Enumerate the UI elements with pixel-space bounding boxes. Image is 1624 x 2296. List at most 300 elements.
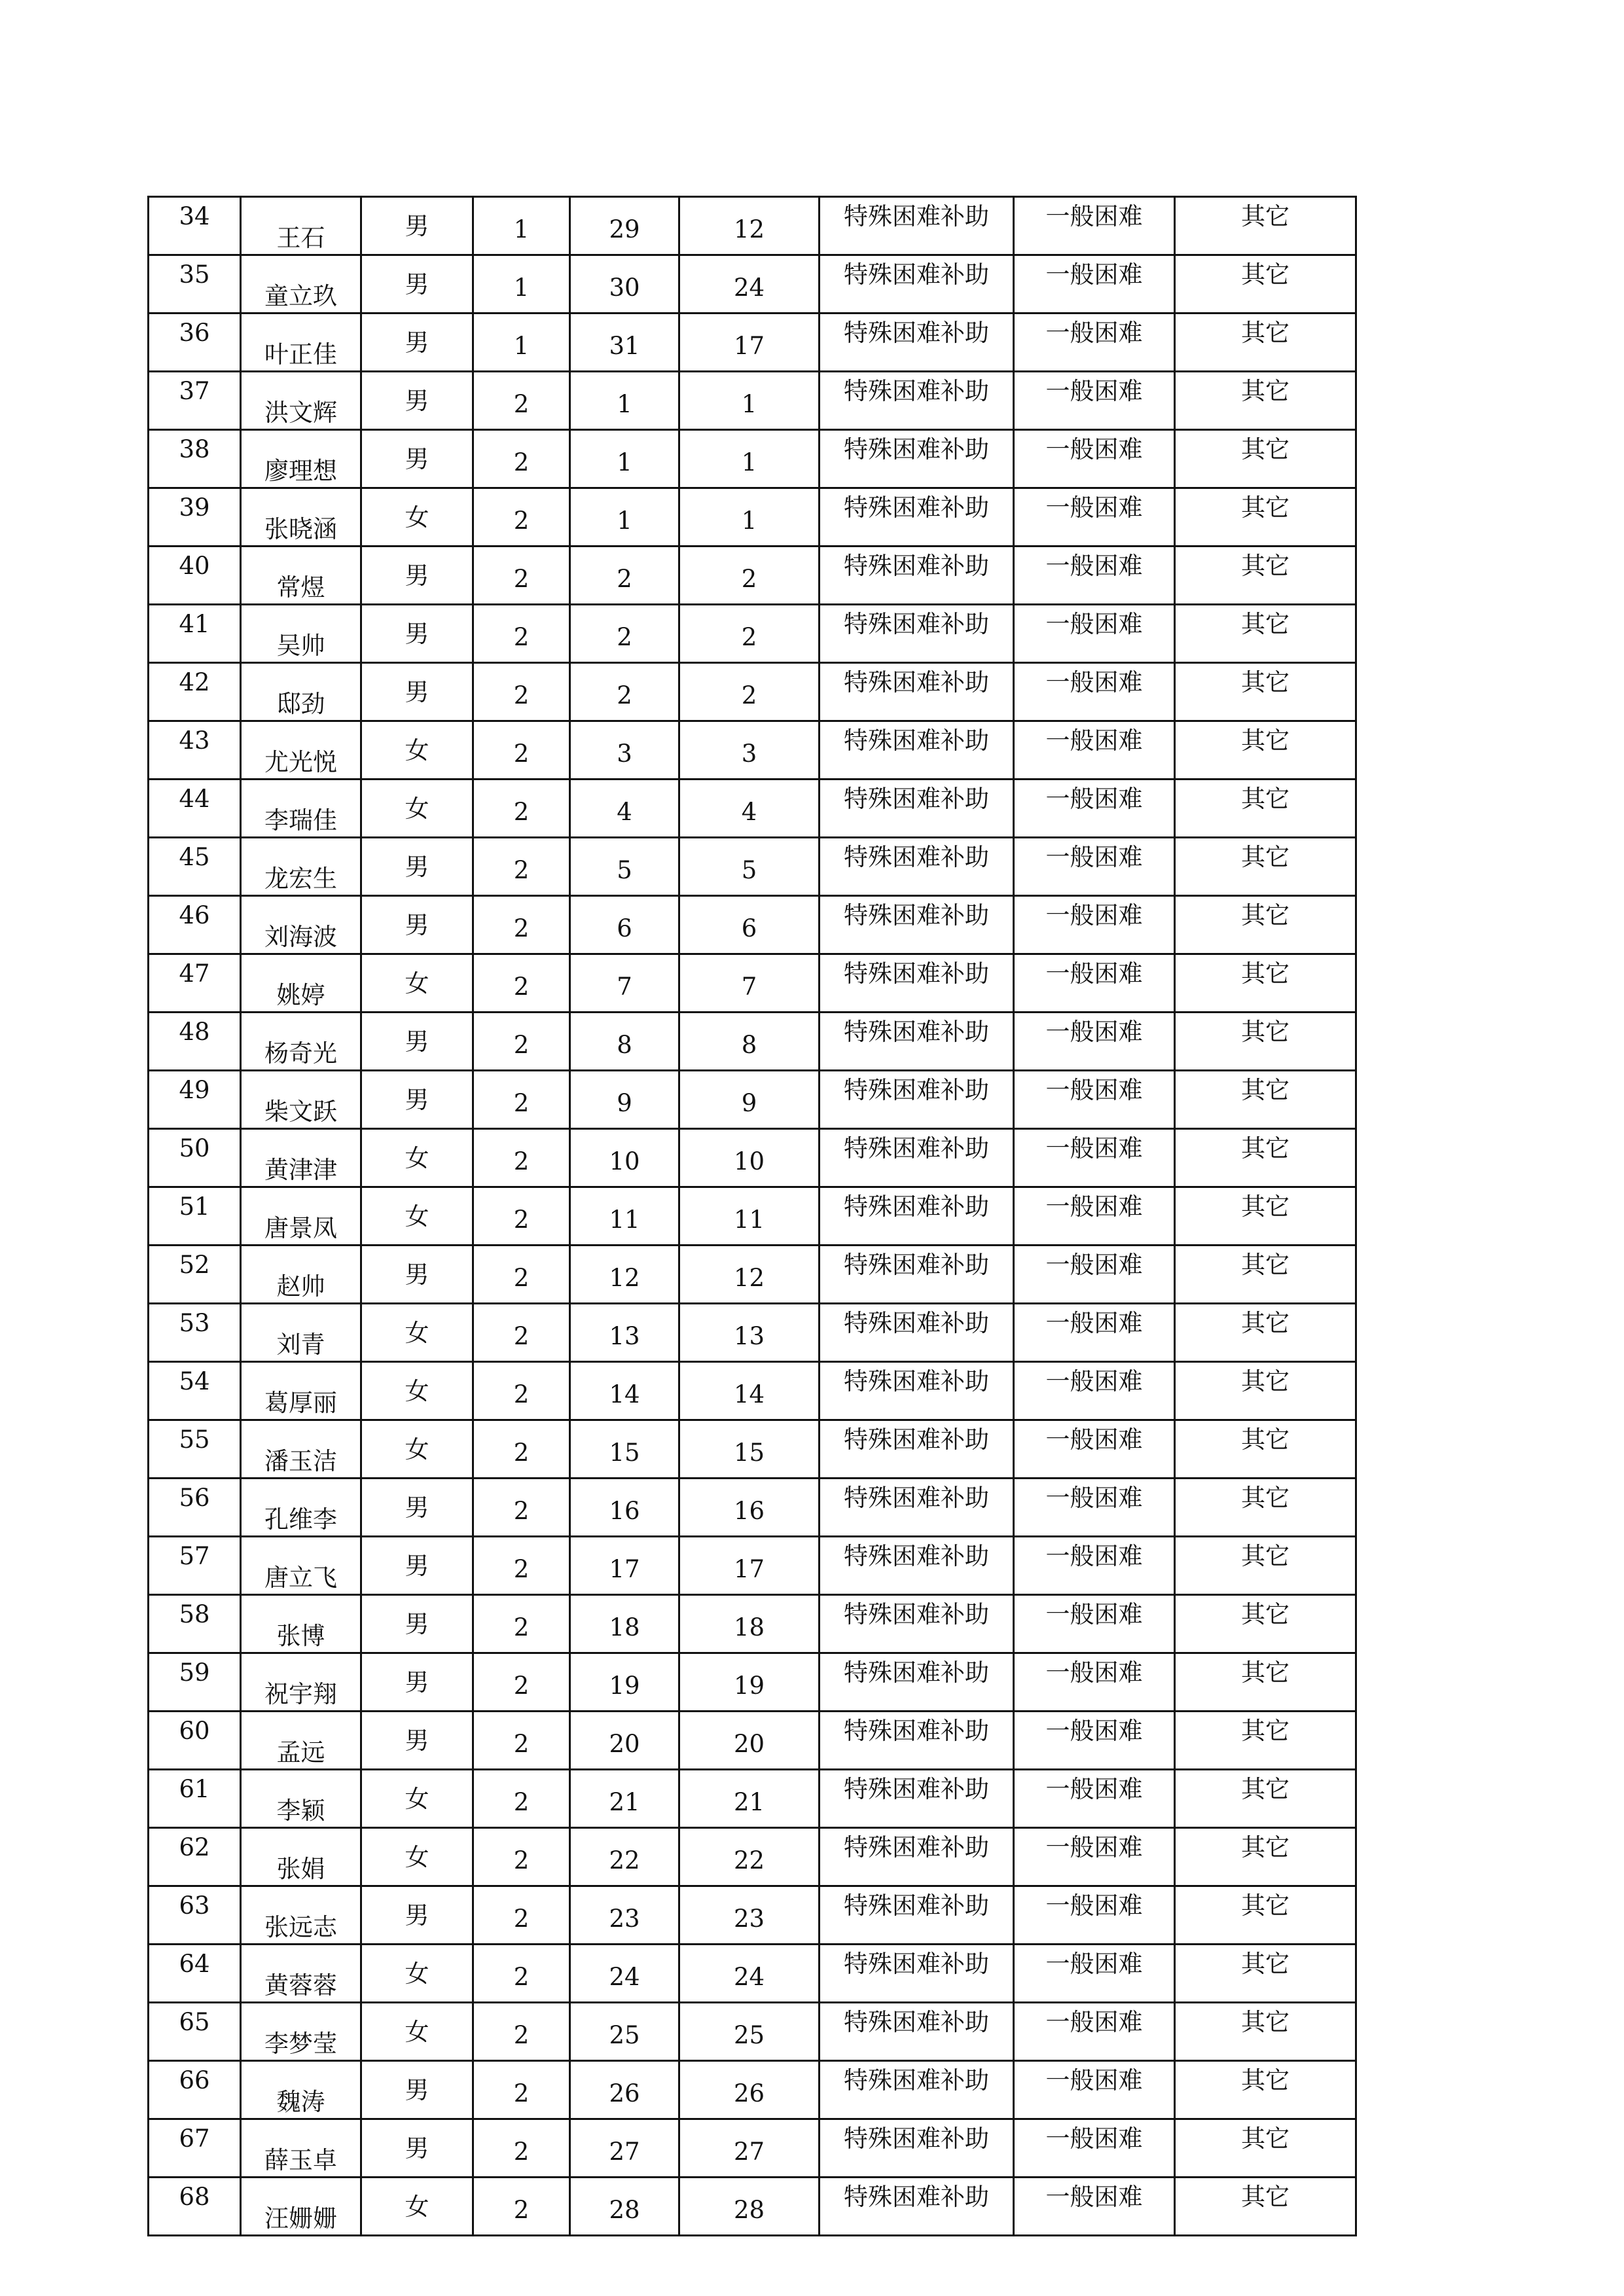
row-index-cell: 61 <box>149 1770 241 1828</box>
subsidy-type-cell: 特殊困难补助 <box>820 605 1014 663</box>
difficulty-level-cell: 一般困难 <box>1014 954 1175 1013</box>
gender-cell: 女 <box>361 954 473 1013</box>
score-rank-cell: 2 <box>679 663 820 721</box>
difficulty-level-cell: 一般困难 <box>1014 1304 1175 1362</box>
row-index-cell: 37 <box>149 372 241 430</box>
difficulty-level-cell: 一般困难 <box>1014 1362 1175 1420</box>
grade-cell: 2 <box>473 954 570 1013</box>
name-cell: 李颖 <box>241 1770 361 1828</box>
name-cell: 祝宇翔 <box>241 1653 361 1712</box>
score-rank-cell: 12 <box>679 197 820 255</box>
class-rank-cell: 2 <box>570 547 679 605</box>
category-cell: 其它 <box>1175 954 1356 1013</box>
gender-cell: 男 <box>361 314 473 372</box>
category-cell: 其它 <box>1175 1246 1356 1304</box>
gender-cell: 男 <box>361 2061 473 2119</box>
gender-cell: 女 <box>361 1304 473 1362</box>
score-rank-cell: 17 <box>679 314 820 372</box>
table-row <box>149 663 1356 721</box>
score-rank-cell: 24 <box>679 1945 820 2003</box>
row-index-cell: 53 <box>149 1304 241 1362</box>
category-cell: 其它 <box>1175 488 1356 547</box>
gender-cell: 男 <box>361 1479 473 1537</box>
gender-cell: 男 <box>361 372 473 430</box>
table-row <box>149 1071 1356 1129</box>
category-cell: 其它 <box>1175 1304 1356 1362</box>
class-rank-cell: 15 <box>570 1420 679 1479</box>
class-rank-cell: 5 <box>570 838 679 896</box>
grade-cell: 1 <box>473 255 570 314</box>
subsidy-type-cell: 特殊困难补助 <box>820 1712 1014 1770</box>
category-cell: 其它 <box>1175 1828 1356 1886</box>
subsidy-type-cell: 特殊困难补助 <box>820 372 1014 430</box>
score-rank-cell: 22 <box>679 1828 820 1886</box>
subsidy-type-cell: 特殊困难补助 <box>820 255 1014 314</box>
row-index-cell: 68 <box>149 2178 241 2236</box>
grade-cell: 2 <box>473 1304 570 1362</box>
difficulty-level-cell: 一般困难 <box>1014 1071 1175 1129</box>
class-rank-cell: 30 <box>570 255 679 314</box>
row-index-cell: 42 <box>149 663 241 721</box>
name-cell: 张晓涵 <box>241 488 361 547</box>
row-index-cell: 49 <box>149 1071 241 1129</box>
name-cell: 张娟 <box>241 1828 361 1886</box>
table-row <box>149 1246 1356 1304</box>
name-cell: 廖理想 <box>241 430 361 488</box>
table-row <box>149 1129 1356 1187</box>
grade-cell: 2 <box>473 2178 570 2236</box>
score-rank-cell: 10 <box>679 1129 820 1187</box>
gender-cell: 男 <box>361 547 473 605</box>
subsidy-type-cell: 特殊困难补助 <box>820 896 1014 954</box>
grade-cell: 2 <box>473 663 570 721</box>
gender-cell: 女 <box>361 488 473 547</box>
row-index-cell: 56 <box>149 1479 241 1537</box>
gender-cell: 男 <box>361 663 473 721</box>
difficulty-level-cell: 一般困难 <box>1014 1013 1175 1071</box>
class-rank-cell: 16 <box>570 1479 679 1537</box>
subsidy-type-cell: 特殊困难补助 <box>820 780 1014 838</box>
category-cell: 其它 <box>1175 721 1356 780</box>
category-cell: 其它 <box>1175 1945 1356 2003</box>
grade-cell: 2 <box>473 1886 570 1945</box>
subsidy-type-cell: 特殊困难补助 <box>820 1828 1014 1886</box>
row-index-cell: 35 <box>149 255 241 314</box>
name-cell: 邸劲 <box>241 663 361 721</box>
difficulty-level-cell: 一般困难 <box>1014 372 1175 430</box>
gender-cell: 男 <box>361 1595 473 1653</box>
grade-cell: 2 <box>473 372 570 430</box>
class-rank-cell: 20 <box>570 1712 679 1770</box>
name-cell: 常煜 <box>241 547 361 605</box>
row-index-cell: 48 <box>149 1013 241 1071</box>
gender-cell: 男 <box>361 1071 473 1129</box>
grade-cell: 2 <box>473 1362 570 1420</box>
name-cell: 孟远 <box>241 1712 361 1770</box>
category-cell: 其它 <box>1175 2178 1356 2236</box>
subsidy-type-cell: 特殊困难补助 <box>820 1071 1014 1129</box>
name-cell: 张远志 <box>241 1886 361 1945</box>
grade-cell: 2 <box>473 430 570 488</box>
class-rank-cell: 7 <box>570 954 679 1013</box>
difficulty-level-cell: 一般困难 <box>1014 1187 1175 1246</box>
class-rank-cell: 2 <box>570 663 679 721</box>
class-rank-cell: 24 <box>570 1945 679 2003</box>
table-row <box>149 838 1356 896</box>
name-cell: 黄津津 <box>241 1129 361 1187</box>
row-index-cell: 65 <box>149 2003 241 2061</box>
class-rank-cell: 3 <box>570 721 679 780</box>
class-rank-cell: 26 <box>570 2061 679 2119</box>
table-row <box>149 1770 1356 1828</box>
class-rank-cell: 14 <box>570 1362 679 1420</box>
gender-cell: 女 <box>361 2178 473 2236</box>
category-cell: 其它 <box>1175 1595 1356 1653</box>
grade-cell: 2 <box>473 1071 570 1129</box>
difficulty-level-cell: 一般困难 <box>1014 1653 1175 1712</box>
name-cell: 唐景凤 <box>241 1187 361 1246</box>
class-rank-cell: 18 <box>570 1595 679 1653</box>
subsidy-type-cell: 特殊困难补助 <box>820 1770 1014 1828</box>
difficulty-level-cell: 一般困难 <box>1014 255 1175 314</box>
difficulty-level-cell: 一般困难 <box>1014 2178 1175 2236</box>
name-cell: 姚婷 <box>241 954 361 1013</box>
class-rank-cell: 13 <box>570 1304 679 1362</box>
grade-cell: 2 <box>473 488 570 547</box>
row-index-cell: 47 <box>149 954 241 1013</box>
row-index-cell: 43 <box>149 721 241 780</box>
subsidy-type-cell: 特殊困难补助 <box>820 1362 1014 1420</box>
score-rank-cell: 17 <box>679 1537 820 1595</box>
class-rank-cell: 25 <box>570 2003 679 2061</box>
gender-cell: 男 <box>361 255 473 314</box>
grade-cell: 2 <box>473 2061 570 2119</box>
name-cell: 刘青 <box>241 1304 361 1362</box>
score-rank-cell: 19 <box>679 1653 820 1712</box>
class-rank-cell: 6 <box>570 896 679 954</box>
score-rank-cell: 14 <box>679 1362 820 1420</box>
difficulty-level-cell: 一般困难 <box>1014 1770 1175 1828</box>
table-row <box>149 488 1356 547</box>
row-index-cell: 38 <box>149 430 241 488</box>
row-index-cell: 59 <box>149 1653 241 1712</box>
grade-cell: 2 <box>473 1945 570 2003</box>
row-index-cell: 44 <box>149 780 241 838</box>
difficulty-level-cell: 一般困难 <box>1014 721 1175 780</box>
class-rank-cell: 31 <box>570 314 679 372</box>
difficulty-level-cell: 一般困难 <box>1014 896 1175 954</box>
category-cell: 其它 <box>1175 1071 1356 1129</box>
row-index-cell: 45 <box>149 838 241 896</box>
row-index-cell: 50 <box>149 1129 241 1187</box>
category-cell: 其它 <box>1175 2003 1356 2061</box>
category-cell: 其它 <box>1175 605 1356 663</box>
subsidy-type-cell: 特殊困难补助 <box>820 1595 1014 1653</box>
subsidy-type-cell: 特殊困难补助 <box>820 1420 1014 1479</box>
subsidy-type-cell: 特殊困难补助 <box>820 314 1014 372</box>
gender-cell: 女 <box>361 1129 473 1187</box>
name-cell: 薛玉卓 <box>241 2119 361 2178</box>
score-rank-cell: 2 <box>679 547 820 605</box>
grade-cell: 2 <box>473 1129 570 1187</box>
score-rank-cell: 21 <box>679 1770 820 1828</box>
name-cell: 魏涛 <box>241 2061 361 2119</box>
score-rank-cell: 1 <box>679 430 820 488</box>
class-rank-cell: 4 <box>570 780 679 838</box>
class-rank-cell: 11 <box>570 1187 679 1246</box>
gender-cell: 男 <box>361 430 473 488</box>
subsidy-type-cell: 特殊困难补助 <box>820 838 1014 896</box>
table-row <box>149 1595 1356 1653</box>
subsidy-type-cell: 特殊困难补助 <box>820 1537 1014 1595</box>
name-cell: 童立玖 <box>241 255 361 314</box>
class-rank-cell: 21 <box>570 1770 679 1828</box>
grade-cell: 2 <box>473 605 570 663</box>
class-rank-cell: 9 <box>570 1071 679 1129</box>
grade-cell: 2 <box>473 1013 570 1071</box>
subsidy-type-cell: 特殊困难补助 <box>820 721 1014 780</box>
category-cell: 其它 <box>1175 1129 1356 1187</box>
score-rank-cell: 20 <box>679 1712 820 1770</box>
row-index-cell: 41 <box>149 605 241 663</box>
table-row <box>149 314 1356 372</box>
grade-cell: 2 <box>473 1653 570 1712</box>
grade-cell: 2 <box>473 1537 570 1595</box>
name-cell: 杨奇光 <box>241 1013 361 1071</box>
category-cell: 其它 <box>1175 1013 1356 1071</box>
subsidy-type-cell: 特殊困难补助 <box>820 2119 1014 2178</box>
subsidy-type-cell: 特殊困难补助 <box>820 954 1014 1013</box>
difficulty-level-cell: 一般困难 <box>1014 1537 1175 1595</box>
name-cell: 孔维李 <box>241 1479 361 1537</box>
name-cell: 唐立飞 <box>241 1537 361 1595</box>
row-index-cell: 66 <box>149 2061 241 2119</box>
category-cell: 其它 <box>1175 1537 1356 1595</box>
table-row <box>149 197 1356 255</box>
gender-cell: 女 <box>361 721 473 780</box>
difficulty-level-cell: 一般困难 <box>1014 430 1175 488</box>
score-rank-cell: 15 <box>679 1420 820 1479</box>
score-rank-cell: 3 <box>679 721 820 780</box>
class-rank-cell: 19 <box>570 1653 679 1712</box>
row-index-cell: 34 <box>149 197 241 255</box>
row-index-cell: 52 <box>149 1246 241 1304</box>
difficulty-level-cell: 一般困难 <box>1014 2003 1175 2061</box>
name-cell: 柴文跃 <box>241 1071 361 1129</box>
difficulty-level-cell: 一般困难 <box>1014 1420 1175 1479</box>
table-row <box>149 780 1356 838</box>
grade-cell: 2 <box>473 1712 570 1770</box>
score-rank-cell: 18 <box>679 1595 820 1653</box>
category-cell: 其它 <box>1175 547 1356 605</box>
category-cell: 其它 <box>1175 430 1356 488</box>
gender-cell: 女 <box>361 2003 473 2061</box>
subsidy-type-cell: 特殊困难补助 <box>820 1304 1014 1362</box>
class-rank-cell: 22 <box>570 1828 679 1886</box>
row-index-cell: 64 <box>149 1945 241 2003</box>
category-cell: 其它 <box>1175 1886 1356 1945</box>
subsidy-table <box>147 196 1357 2236</box>
difficulty-level-cell: 一般困难 <box>1014 547 1175 605</box>
subsidy-type-cell: 特殊困难补助 <box>820 663 1014 721</box>
name-cell: 赵帅 <box>241 1246 361 1304</box>
difficulty-level-cell: 一般困难 <box>1014 780 1175 838</box>
category-cell: 其它 <box>1175 1770 1356 1828</box>
gender-cell: 女 <box>361 1770 473 1828</box>
subsidy-type-cell: 特殊困难补助 <box>820 1886 1014 1945</box>
table-row <box>149 547 1356 605</box>
category-cell: 其它 <box>1175 896 1356 954</box>
category-cell: 其它 <box>1175 2119 1356 2178</box>
score-rank-cell: 24 <box>679 255 820 314</box>
grade-cell: 1 <box>473 314 570 372</box>
subsidy-type-cell: 特殊困难补助 <box>820 2061 1014 2119</box>
subsidy-type-cell: 特殊困难补助 <box>820 1013 1014 1071</box>
grade-cell: 2 <box>473 721 570 780</box>
class-rank-cell: 10 <box>570 1129 679 1187</box>
subsidy-type-cell: 特殊困难补助 <box>820 1945 1014 2003</box>
grade-cell: 2 <box>473 838 570 896</box>
table-row <box>149 1537 1356 1595</box>
subsidy-type-cell: 特殊困难补助 <box>820 2003 1014 2061</box>
name-cell: 葛厚丽 <box>241 1362 361 1420</box>
gender-cell: 男 <box>361 1886 473 1945</box>
gender-cell: 男 <box>361 2119 473 2178</box>
difficulty-level-cell: 一般困难 <box>1014 1712 1175 1770</box>
score-rank-cell: 4 <box>679 780 820 838</box>
difficulty-level-cell: 一般困难 <box>1014 1129 1175 1187</box>
table-row <box>149 372 1356 430</box>
category-cell: 其它 <box>1175 314 1356 372</box>
name-cell: 李梦莹 <box>241 2003 361 2061</box>
score-rank-cell: 26 <box>679 2061 820 2119</box>
name-cell: 洪文辉 <box>241 372 361 430</box>
class-rank-cell: 1 <box>570 430 679 488</box>
name-cell: 吴帅 <box>241 605 361 663</box>
name-cell: 李瑞佳 <box>241 780 361 838</box>
score-rank-cell: 7 <box>679 954 820 1013</box>
name-cell: 叶正佳 <box>241 314 361 372</box>
row-index-cell: 46 <box>149 896 241 954</box>
score-rank-cell: 28 <box>679 2178 820 2236</box>
name-cell: 汪姗姗 <box>241 2178 361 2236</box>
name-cell: 尤光悦 <box>241 721 361 780</box>
table-row <box>149 1362 1356 1420</box>
score-rank-cell: 12 <box>679 1246 820 1304</box>
score-rank-cell: 9 <box>679 1071 820 1129</box>
gender-cell: 男 <box>361 1013 473 1071</box>
table-row <box>149 896 1356 954</box>
gender-cell: 女 <box>361 1362 473 1420</box>
subsidy-type-cell: 特殊困难补助 <box>820 488 1014 547</box>
difficulty-level-cell: 一般困难 <box>1014 488 1175 547</box>
grade-cell: 2 <box>473 2119 570 2178</box>
class-rank-cell: 27 <box>570 2119 679 2178</box>
row-index-cell: 67 <box>149 2119 241 2178</box>
category-cell: 其它 <box>1175 1653 1356 1712</box>
table-row <box>149 2178 1356 2236</box>
row-index-cell: 60 <box>149 1712 241 1770</box>
class-rank-cell: 23 <box>570 1886 679 1945</box>
gender-cell: 男 <box>361 1712 473 1770</box>
score-rank-cell: 27 <box>679 2119 820 2178</box>
score-rank-cell: 1 <box>679 372 820 430</box>
grade-cell: 2 <box>473 547 570 605</box>
grade-cell: 2 <box>473 2003 570 2061</box>
score-rank-cell: 8 <box>679 1013 820 1071</box>
table-row <box>149 1653 1356 1712</box>
gender-cell: 男 <box>361 896 473 954</box>
subsidy-type-cell: 特殊困难补助 <box>820 1187 1014 1246</box>
score-rank-cell: 2 <box>679 605 820 663</box>
difficulty-level-cell: 一般困难 <box>1014 838 1175 896</box>
score-rank-cell: 1 <box>679 488 820 547</box>
row-index-cell: 62 <box>149 1828 241 1886</box>
table-row <box>149 1420 1356 1479</box>
row-index-cell: 63 <box>149 1886 241 1945</box>
gender-cell: 男 <box>361 838 473 896</box>
class-rank-cell: 12 <box>570 1246 679 1304</box>
name-cell: 潘玉洁 <box>241 1420 361 1479</box>
class-rank-cell: 2 <box>570 605 679 663</box>
table-row <box>149 255 1356 314</box>
table-row <box>149 1886 1356 1945</box>
category-cell: 其它 <box>1175 1420 1356 1479</box>
class-rank-cell: 29 <box>570 197 679 255</box>
table-row <box>149 2119 1356 2178</box>
row-index-cell: 54 <box>149 1362 241 1420</box>
row-index-cell: 51 <box>149 1187 241 1246</box>
row-index-cell: 57 <box>149 1537 241 1595</box>
score-rank-cell: 5 <box>679 838 820 896</box>
difficulty-level-cell: 一般困难 <box>1014 1828 1175 1886</box>
table-row <box>149 2061 1356 2119</box>
gender-cell: 男 <box>361 1537 473 1595</box>
grade-cell: 2 <box>473 1479 570 1537</box>
row-index-cell: 39 <box>149 488 241 547</box>
difficulty-level-cell: 一般困难 <box>1014 1479 1175 1537</box>
class-rank-cell: 17 <box>570 1537 679 1595</box>
subsidy-type-cell: 特殊困难补助 <box>820 1129 1014 1187</box>
grade-cell: 2 <box>473 896 570 954</box>
score-rank-cell: 25 <box>679 2003 820 2061</box>
class-rank-cell: 28 <box>570 2178 679 2236</box>
table-row <box>149 1013 1356 1071</box>
table-row <box>149 954 1356 1013</box>
difficulty-level-cell: 一般困难 <box>1014 2061 1175 2119</box>
score-rank-cell: 11 <box>679 1187 820 1246</box>
table-row <box>149 1712 1356 1770</box>
score-rank-cell: 23 <box>679 1886 820 1945</box>
row-index-cell: 58 <box>149 1595 241 1653</box>
class-rank-cell: 1 <box>570 372 679 430</box>
grade-cell: 1 <box>473 197 570 255</box>
grade-cell: 2 <box>473 1595 570 1653</box>
score-rank-cell: 16 <box>679 1479 820 1537</box>
class-rank-cell: 1 <box>570 488 679 547</box>
grade-cell: 2 <box>473 1770 570 1828</box>
difficulty-level-cell: 一般困难 <box>1014 314 1175 372</box>
category-cell: 其它 <box>1175 780 1356 838</box>
table-row <box>149 430 1356 488</box>
category-cell: 其它 <box>1175 663 1356 721</box>
table-row <box>149 605 1356 663</box>
grade-cell: 2 <box>473 780 570 838</box>
grade-cell: 2 <box>473 1187 570 1246</box>
subsidy-type-cell: 特殊困难补助 <box>820 1653 1014 1712</box>
gender-cell: 男 <box>361 605 473 663</box>
table-row <box>149 1304 1356 1362</box>
